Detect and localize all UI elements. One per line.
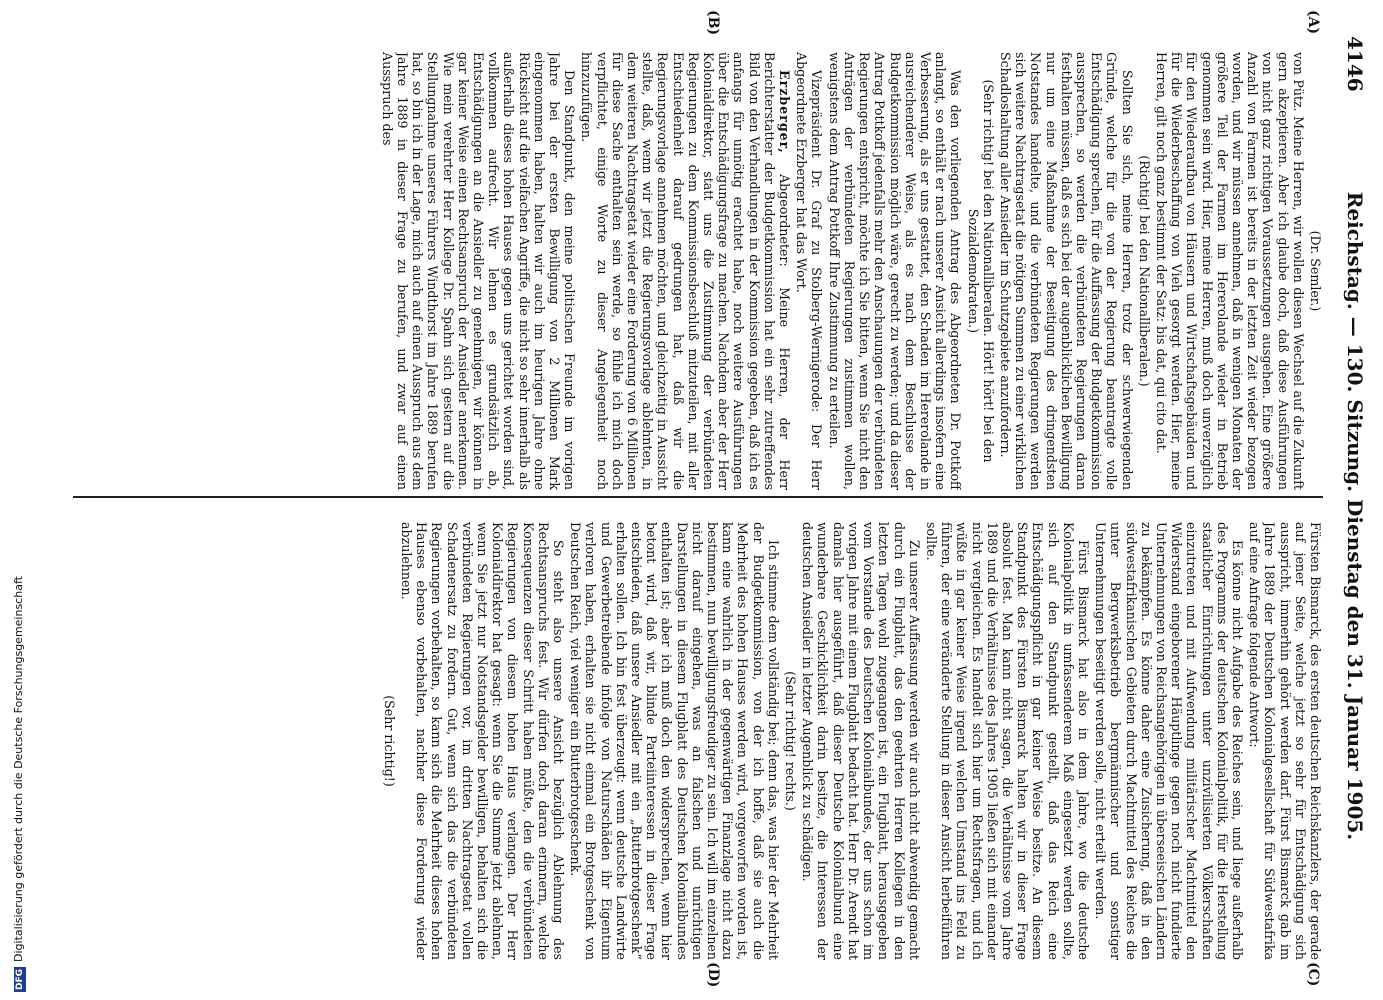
credit-text: Digitalisierung gefördert durch die Deutsche Forschungsgemeinschaft (12, 576, 25, 962)
paragraph: von Pütz. Meine Herren, wir wollen diesen Wechsel auf die Zukunft gern akzeptieren. Aber ich glaube doch, daß diese Ausführungen von nicht ganz richtigen Voraussetzungen ausgehen. Eine größere Anzahl von Farmen ist bereits in der letzten Zeit wieder bezogen worden, und wir müssen annehmen, daß in wenigen Monaten der größere Teil der Farmen im Hererolande wieder in Betrieb genommen sein wird. Hier, meine Herren, muß doch unverzüglich für den Wiederaufbau von Häusern und Wirtschaftsgebäuden und für die Wiederbeschaffung von Vieh gesorgt werden. Hier, meine Herren, gilt noch ganz bestimmt der Satz: bis dat, qui cito dat. (1153, 52, 1306, 490)
speaker-role: Abgeordneter: (777, 174, 793, 267)
page-number: 4146 (1343, 36, 1367, 92)
paragraph: Zu unserer Auffassung werden wir auch nicht abwendig gemacht durch ein Flugblatt, das den geehrten Herren Kollegen in den letzten Tagen wohl zugegangen ist, ein Flugblatt, herausgegeben vom Vorstande des Deutschen Kolonialbundes, der uns schon im vorigen Jahre mit einem Flugblatt bedacht hat. Herr Dr. Arendt hat damals hier ausgeführt, daß dieser Deutsche Kolonialbund eine wunderbare Geschicklichkeit darin besitze, die Interessen der deutschen Ansiedler in letzter Augenblick zu schädigen. (800, 522, 922, 960)
paragraph: Ich stimme dem vollständig bei; denn das, was hier der Mehrheit der Budgetkommission, von der ich hoffe, daß sie auch die Mehrheit des hohen Hauses werden wird, vorgeworfen worden ist, kann eine wahrlich in der gegenwärtigen Finanzlage nicht dazu bestimmen, nun bewilligungsfreudiger zu sein. Ich will im einzelnen nicht darauf eingehen, was an falschen und unrichtigen Darstellungen in diesem Flugblatt des Deutschen Kolonialbundes enthalten ist; aber ich muß doch den widersprechen, wenn hier betont wird, daß wir, blinde Parteiinteressen in dieser Frage entschieden, daß unsere Ansiedler mit ein „Butterbrotgeschenk“ erhalten sollen. Ich bin fest überzeugt: wenn deutsche Landwirte und Gewerbetreibende infolge von Naturschäden ihr Eigentum verloren haben, erhalten sie nicht einmal ein Brotgeschenk von Deutschen Reich, viel weniger ein Butterbrotgeschenk. (568, 522, 781, 960)
reaction: (Sehr richtig!) (381, 695, 397, 787)
speaker-paragraph (579, 52, 792, 490)
running-title: Reichstag. — 130. Sitzung. Dienstag den 31. Januar 1905. (1343, 191, 1367, 841)
margin-marker-d: (D) (705, 962, 721, 988)
margin-marker-b: (B) (705, 10, 721, 36)
reaction: (Sehr richtig! bei den Nationalliberalen. Hört! hört! bei den Sozialdemokraten.) (965, 79, 996, 463)
paragraph: Sollten Sie sich, meine Herren, trotz der schwerwiegenden Gründe, welche für die von der Regierung beantragte volle Entschädigung sprechen, für die Auffassung der Budgetkommission aussprechen, so werden die verbündeten Regierungen daran festhalten müssen, daß es sich bei der augenblicklichen Bewilligung nur um eine Maßnahme der Beseitigung des dringendsten Notstandes handelte, und die verbündeten Regierungen werden sich weitere Nachtragsetat die nötigen Summen zu einer wirklichen Schadloshaltung aller Ansiedler im Schutzgebiete anzufordern. (997, 52, 1135, 490)
column-divider (73, 496, 1323, 498)
paragraph: Fürst Bismarck hat also in dem Jahre, wo die deutsche Kolonialpolitik in umfassenderem Maß eingesetzt werden sollte, sich auf den Standpunkt gestellt, daß das Reich eine Entschädigungspflicht in gar keiner Weise besitze. An diesem Standpunkt des Fürsten Bismarck halten wir in dieser Frage absolut fest. Man kann nicht sagen, die Verhältnisse vom Jahre 1889 und die Verhältnisse des Jahres 1905 ließen sich mit einander nicht vergleichen. Es handelt sich hier um Rechtsfragen, und ich wüßte in gar keiner Weise irgend welchen Umstand ins Feld zu führen, der eine veränderte Stellung in dieser Ansicht herbeiführen sollte. (923, 522, 1091, 960)
paragraph-text: Meine Herren, der Herr Berichterstatter der Budgetkommission hat ein sehr zutreffendes Bild von den Verhandlungen in der Kommission gegeben, daß ich es anfangs für unnötig erachtet habe, noch weitere Ausführungen über die Entschädigungsfrage zu machen. Nachdem aber der Herr Kolonialdirektor, statt uns die Zustimmung der verbündeten Regierungen zu dem Kommissionsbeschluß mitzuteilen, mit aller Entschiedenheit darauf gedrungen hat, daß wir die Regierungsvorlage annehmen möchten, und gleichzeitig in Aussicht stellte, daß, wenn wir jetzt die Regierungsvorlage ablehnten, in dem weiteren Nachtragsetat wieder eine Forderung von 6 Millionen für diese Sache enthalten sein werde, so fühle ich mich doch verpflichtet, einige Worte zu dieser Angelegenheit noch hinzuzufügen. (579, 52, 793, 490)
paragraph: Fürsten Bismarck, des ersten deutschen Reichskanzlers, der gerade auf jener Seite, welche jetzt so sehr für Entschädigung sich ausspricht, immerhin gehört werden darf. Fürst Bismarck gab im Jahre 1889 der Deutschen Kolonialgesellschaft für Südwestafrika auf eine Anfrage folgende Antwort: (1247, 522, 1323, 960)
margin-marker-a: (A) (1305, 10, 1321, 35)
reaction: (Richtig! bei den Nationalliberalen.) (1136, 155, 1152, 387)
left-column (73, 52, 1323, 490)
page-header (1331, 36, 1371, 996)
credit-line (12, 92, 26, 992)
paragraph: Was den vorliegenden Antrag des Abgeordneten Dr. Pottkoff anlangt, so enthält er nach unserer Ansicht allerdings insofern eine Verbesserung, als er uns gestattet, den Schaden im Hererolande in ausreichenderer Weise, als es nach dem Beschlusse der Budgetkommission möglich wäre, gerecht zu werden; und da dieser Antrag Pottkoff jedenfalls mehr den Anschauungen der verbündeten Regierungen entspricht, möchte ich Sie bitten, wenn Sie nicht den Anträgen der verbündeten Regierungen zustimmen wollen, wenigstens dem Antrag Pottkoff Ihre Zustimmung zu erteilen. (826, 52, 964, 490)
rotated-page (46, 0, 1383, 1000)
right-column (73, 522, 1323, 960)
reaction: (Sehr richtig! rechts.) (783, 671, 799, 811)
speaker-name: Erzberger, (777, 70, 793, 154)
speaker-continuation: (Dr. Semler.) (1308, 230, 1323, 312)
quoted-paragraph: Es könne nicht Aufgabe des Reiches sein, und liege außerhalb des Programms der deutschen Kolonialpolitik, für die Herstellung staatlicher Einrichtungen unter unzivilisierten Völkerschaften einzutreten und mit Aufwendung militärischer Machtmittel den Widerstand eingeborener Häuptlinge gegen noch nicht fundierte Unternehmungen von Reichsangehörigen in überseeischen Ländern zu bekämpfen. Es könne daher eine Zusicherung, daß in den südwestafrikanischen Gebieten durch Machtmittel des Reiches die unter Bergwerksbetrieb bergmännischer und sonstiger Unternehmungen beseitigt werden solle, nicht erteilt werden. (1093, 522, 1245, 960)
president-line: Vizepräsident Dr. Graf zu Stolberg-Wernigerode: Der Herr Abgeordnete Erzberger hat das Wort. (794, 52, 825, 490)
margin-marker-c: (C) (1305, 962, 1321, 987)
dfg-logo: DFG (15, 968, 25, 990)
digitization-credit (0, 0, 46, 1000)
paragraph: Den Standpunkt, den meine politischen Freunde im vorigen Jahre bei der ersten Bewilligung von 2 Millionen Mark eingenommen haben, halten wir auch im heurigen Jahre ohne Rücksicht auf die vielfachen Angriffe, die nicht so sehr innerhalb als außerhalb dieses hohen Hauses gegen uns gerichtet worden sind, vollkommen aufrecht. Wir lehnen es grundsätzlich ab, Entschädigungen an die Ansiedler zu genehmigen, wir können in gar keiner Weise einen Rechtsanspruch der Ansiedler anerkennen. Wie mein verehrter Herr Kollege Dr. Spahn sich gestern auf die Stellungnahme unseres Führers Windthorst im Jahre 1889 berufen hat, so bin ich in der Lage, mich auch auf einen Ausspruch aus dem Jahre 1889 in dieser Frage zu berufen, und zwar auf einen Ausspruch des (379, 52, 578, 490)
paragraph: So steht also unsere Ansicht bezüglich Ablehnung des Rechtsanspruchs fest. Wir dürfen doch daran erinnern, welche Konsequenzen dieser Schritt haben müßte, den die verbündeten Regierungen von diesem hohen Haus verlangen. Der Herr Kolonialdirektor hat gesagt: wenn Sie die Summe jetzt ablehnen, wenn Sie jetzt nur Notstandsgelder bewilligen, behalten sich die verbündeten Regierungen vor, im dritten Nachtragsetat vollen Schadenersatz zu fordern. Gut, wenn sich das die verbündeten Regierungen vorbehalten, so kann sich die Mehrheit dieses hohen Hauses ebenso vorbehalten, nachher diese Forderung wieder abzulehnen. (399, 522, 567, 960)
